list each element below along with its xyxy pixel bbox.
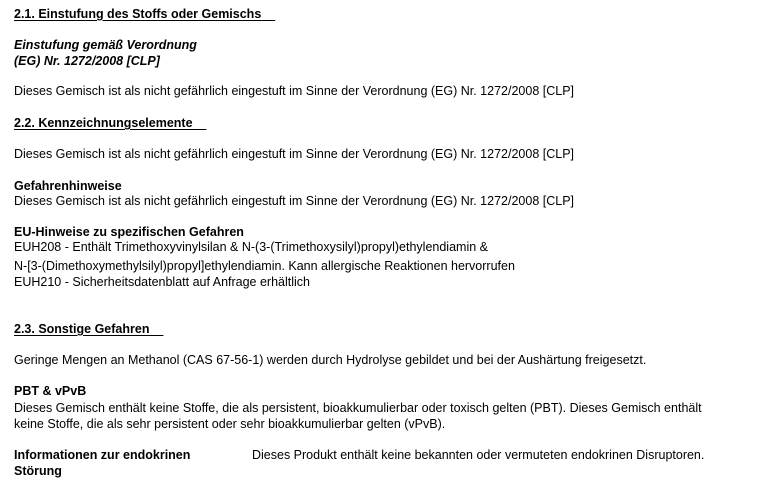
section-2-1-heading: 2.1. Einstufung des Stoffs oder Gemischs [14,7,262,21]
hazard-statements-title: Gefahrenhinweise [14,179,122,193]
hazard-statements-text: Dieses Gemisch ist als nicht gefährlich eingestuft im Sinne der Verordnung (EG) Nr. 1272/2008 [CLP] [14,194,575,208]
pbt-vpvb-title: PBT & vPvB [14,384,87,398]
eu-statements-title: EU-Hinweise zu spezifischen Gefahren [14,225,244,239]
euh208-line1: EUH208 - Enthält Trimethoxyvinylsilan & N-(3-(Trimethoxysilyl)propyl)ethylendiamin & [14,240,488,254]
endocrine-label-line1: Informationen zur endokrinen [14,448,191,462]
section-2-3-heading: 2.3. Sonstige Gefahren [14,322,150,336]
section-2-2-heading: 2.2. Kennzeichnungselemente [14,116,193,130]
label-elements-text: Dieses Gemisch ist als nicht gefährlich eingestuft im Sinne der Verordnung (EG) Nr. 1272/2008 [CLP] [14,147,575,161]
euh208-line2: N-[3-(Dimethoxymethylsilyl)propyl]ethylendiamin. Kann allergische Reaktionen hervorrufen [14,259,515,273]
endocrine-text: Dieses Produkt enthält keine bekannten oder vermuteten endokrinen Disruptoren. [252,448,705,462]
classification-subheading-line1: Einstufung gemäß Verordnung [14,38,197,52]
endocrine-label-line2: Störung [14,464,62,478]
euh210-line: EUH210 - Sicherheitsdatenblatt auf Anfrage erhältlich [14,275,311,289]
pbt-vpvb-line2: keine Stoffe, die als sehr persistent oder sehr bioakkumulierbar gelten (vPvB). [14,417,446,431]
classification-subheading-line2: (EG) Nr. 1272/2008 [CLP] [14,54,160,68]
pbt-vpvb-line1: Dieses Gemisch enthält keine Stoffe, die als persistent, bioakkumulierbar oder toxisch gelten (PBT). Dieses Gemisch enthält [14,401,702,415]
other-hazards-text: Geringe Mengen an Methanol (CAS 67-56-1) werden durch Hydrolyse gebildet und bei der Aushärtung freigesetzt. [14,353,647,367]
classification-text: Dieses Gemisch ist als nicht gefährlich eingestuft im Sinne der Verordnung (EG) Nr. 1272/2008 [CLP] [14,84,575,98]
